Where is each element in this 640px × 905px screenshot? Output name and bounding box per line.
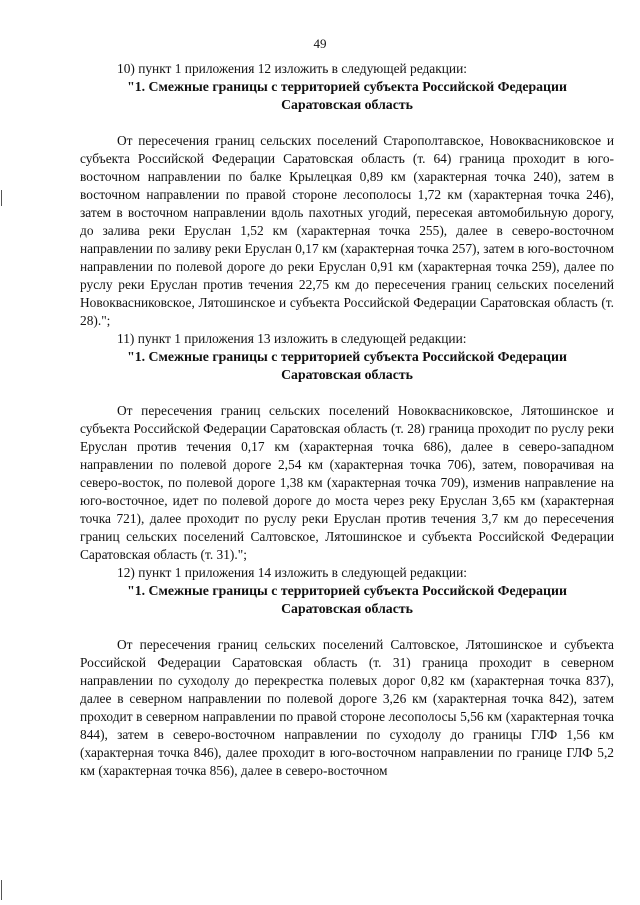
section-heading: "1. Смежные границы с территорией субъекта Российской Федерации (127, 583, 567, 598)
amendment-intro: 11) пункт 1 приложения 13 изложить в следующей редакции: (117, 331, 467, 346)
amendment-intro: 12) пункт 1 приложения 14 изложить в следующей редакции: (117, 565, 467, 580)
section-heading-subject: Саратовская область (281, 97, 413, 112)
document-body (80, 60, 614, 780)
section-heading: "1. Смежные границы с территорией субъекта Российской Федерации (127, 349, 567, 364)
section-12 (80, 564, 614, 780)
section-heading-subject: Саратовская область (281, 367, 413, 382)
section-11 (80, 330, 614, 564)
amendment-intro: 10) пункт 1 приложения 12 изложить в следующей редакции: (117, 61, 467, 76)
margin-mark (1, 190, 2, 206)
boundary-description: От пересечения границ сельских поселений Старополтавское, Новоквасниковское и субъекта Российской Федерации Саратовская область (т. 64) граница проходит в юго-восточном направлении по балке Крылецкая 0,89 км (характерная точка 240), затем в восточном направлении по правой стороне лесополосы 1,72 км (характерная точка 246), затем в восточном направлении вдоль пахотных угодий, пересекая автомобильную дорогу, до залива реки Еруслан 1,52 км (характерная точка 255), далее в северо-восточном направлении по заливу реки Еруслан 0,17 км (характерная точка 257), затем в юго-восточном направлении по полевой дороге до реки Еруслан 0,91 км (характерная точка 259), далее по руслу реки Еруслан против течения 22,75 км до пересечения границ сельских поселений Новоквасниковское, Лятошинское и субъекта Российской Федерации Саратовская область (т. 28)."; (80, 133, 614, 328)
page-number: 49 (313, 36, 327, 51)
section-heading: "1. Смежные границы с территорией субъекта Российской Федерации (127, 79, 567, 94)
section-10 (80, 60, 614, 330)
boundary-description: От пересечения границ сельских поселений Салтовское, Лятошинское и субъекта Российской Федерации Саратовская область (т. 31) граница проходит в северном направлении по суходолу до перекрестка полевых дорог 0,82 км (характерная точка 837), далее в северном направлении по полевой дороге 3,26 км (характерная точка 842), затем проходит в северном направлении по правой стороне лесополосы 5,56 км (характерная точка 844), затем в северо-восточном направлении по суходолу до границы ГЛФ 1,56 км (характерная точка 846), далее проходит в юго-восточном направлении по границе ГЛФ 5,2 км (характерная точка 856), далее в северо-восточном (80, 637, 614, 778)
boundary-description: От пересечения границ сельских поселений Новоквасниковское, Лятошинское и субъекта Российской Федерации Саратовская область (т. 28) граница проходит по руслу реки Еруслан против течения 0,17 км (характерная точка 686), далее в северо-западном направлении по полевой дороге 2,54 км (характерная точка 706), затем, поворачивая на северо-восток, по полевой дороге 1,38 км (характерная точка 709), изменив направление на юго-восточное, идет по полевой дороге до моста через реку Еруслан 3,65 км (характерная точка 721), далее проходит по руслу реки Еруслан против течения 3,7 км до пересечения границ сельских поселений Салтовское, Лятошинское и субъекта Российской Федерации Саратовская область (т. 31)."; (80, 403, 614, 562)
margin-mark (1, 880, 2, 900)
section-heading-subject: Саратовская область (281, 601, 413, 616)
